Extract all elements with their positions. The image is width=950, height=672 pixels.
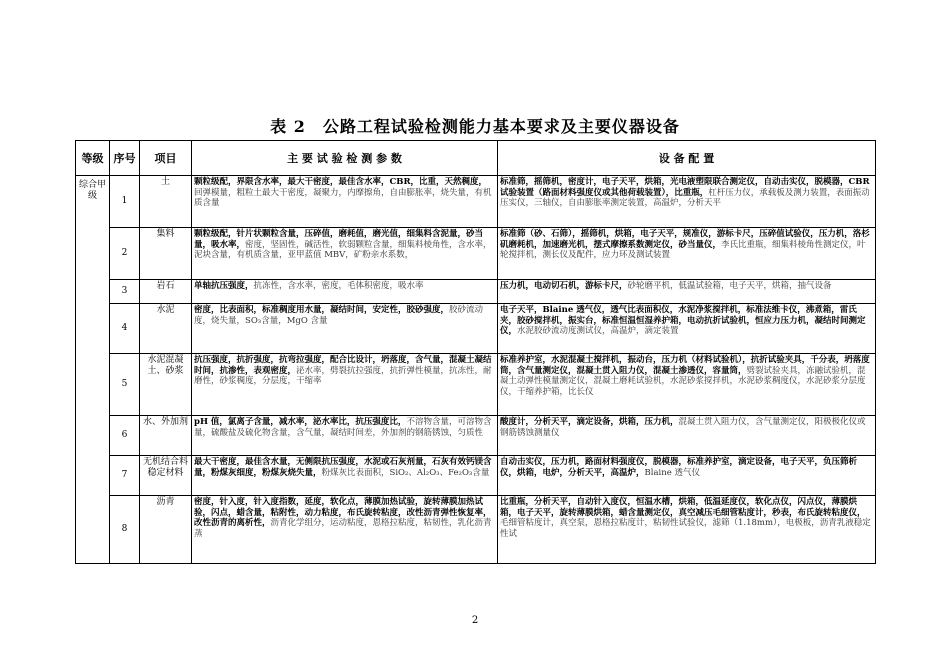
row-equip: 标准筛（砂、石筛），摇筛机，烘箱，电子天平，规准仪，游标卡尺，压碎值试验仪，压力机，洛杉矶磨耗机，加速磨光机，摆式摩擦系数测定仪，砂当量仪，李氏比重瓶，细集料棱角性测定仪，叶轮搅拌机，测长仪及配件，应力环及测试装置 bbox=[498, 228, 876, 280]
table-row bbox=[76, 176, 876, 228]
table-row bbox=[76, 304, 876, 354]
table-row bbox=[76, 280, 876, 304]
row-item: 集料 bbox=[140, 228, 192, 280]
row-no: 1 bbox=[110, 176, 140, 228]
table-row bbox=[76, 416, 876, 456]
row-equip: 自动击实仪，压力机，路面材料强度仪，脱模器，标准养护室，滴定设备，电子天平，负压筛析仪，烘箱，电炉，分析天平，高温炉，Blaine 透气仪 bbox=[498, 456, 876, 496]
table-row bbox=[76, 354, 876, 416]
page-number: 2 bbox=[471, 615, 479, 626]
row-params: 颗粒级配，界限含水率，最大干密度，最佳含水率，CBR，比重，天然稠度，回弹模量，粗粒土最大干密度，凝聚力，内摩擦角，自由膨胀率，烧失量，有机质含量 bbox=[192, 176, 498, 228]
row-no: 7 bbox=[110, 456, 140, 496]
row-no: 8 bbox=[110, 496, 140, 564]
row-equip: 电子天平，Blaine 透气仪，透气比表面积仪，水泥净浆搅拌机，标准法维卡仪，沸煮箱，雷氏夹，胶砂搅拌机，振实台，标准恒温恒湿养护箱，电动抗折试验机，恒应力压力机，凝结时间测定仪，水泥胶砂流动度测试仪，高温炉，滴定装置 bbox=[498, 304, 876, 354]
row-no: 2 bbox=[110, 228, 140, 280]
row-equip: 压力机，电动切石机，游标卡尺，砂轮磨平机，低温试验箱，电子天平，烘箱，抽气设备 bbox=[498, 280, 876, 304]
level-cell: 综合甲级 bbox=[76, 176, 110, 564]
row-params: 密度，比表面积，标准稠度用水量，凝结时间，安定性，胶砂强度，胶砂流动度，烧失量，SO₃含量，MgO 含量 bbox=[192, 304, 498, 354]
header-item: 项目 bbox=[140, 141, 192, 176]
row-params: 最大干密度，最佳含水量，无侧限抗压强度，水泥或石灰剂量，石灰有效钙镁含量，粉煤灰细度，粉煤灰烧失量，粉煤灰比表面积，SiO₂、Al₂O₃、Fe₂O₃含量 bbox=[192, 456, 498, 496]
requirements-table bbox=[75, 140, 876, 564]
row-params: 密度，针入度，针入度指数，延度，软化点，薄膜加热试验，旋转薄膜加热试验，闪点，蜡含量，粘附性，动力粘度，布氏旋转粘度，改性沥青弹性恢复率，改性沥青的离析性，沥青化学组分，运动粘度，恩格拉粘度，粘韧性，乳化沥青蒸 bbox=[192, 496, 498, 564]
row-no: 4 bbox=[110, 304, 140, 354]
row-equip: 标准筛，摇筛机，密度计，电子天平，烘箱，光电液塑限联合测定仪，自动击实仪，脱模器，CBR 试验装置（路面材料强度仪或其他荷载装置），比重瓶，杠杆压力仪，承载板及测力装置，表面振动压实仪，三轴仪，自由膨胀率测定装置，高温炉，分析天平 bbox=[498, 176, 876, 228]
table-row bbox=[76, 228, 876, 280]
row-equip: 酸度计，分析天平，滴定设备，烘箱，压力机，混凝土贯入阻力仪，含气量测定仪，阳极极化仪或钢筋锈蚀测量仪 bbox=[498, 416, 876, 456]
row-item: 土 bbox=[140, 176, 192, 228]
table-row bbox=[76, 496, 876, 564]
header-row bbox=[76, 141, 876, 176]
row-item: 水泥混凝土、砂浆 bbox=[140, 354, 192, 416]
table-title: 表 2 公路工程试验检测能力基本要求及主要仪器设备 bbox=[270, 117, 680, 136]
row-item: 岩石 bbox=[140, 280, 192, 304]
row-item: 水泥 bbox=[140, 304, 192, 354]
row-equip: 标准养护室，水泥混凝土搅拌机，振动台，压力机（材料试验机），抗折试验夹具，千分表，坍落度筒，含气量测定仪，混凝土贯入阻力仪，混凝土渗透仪，容量筒，劈裂试验夹具，冻融试验机，混凝土动弹性模量测定仪，混凝土磨耗试验机，水泥砂浆搅拌机，水泥砂浆稠度仪，水泥砂浆分层度仪，干缩养护箱，比长仪 bbox=[498, 354, 876, 416]
table-row bbox=[76, 456, 876, 496]
row-no: 3 bbox=[110, 280, 140, 304]
row-equip: 比重瓶，分析天平，自动针入度仪，恒温水槽，烘箱，低温延度仪，软化点仪，闪点仪，薄膜烘箱，电子天平，旋转薄膜烘箱，蜡含量测定仪，真空减压毛细管粘度计，秒表，布氏旋转粘度仪，毛细管粘度计，真空泵，恩格拉粘度计，粘韧性试验仪，滤筛（1.18mm），电极板，沥青乳液稳定性试 bbox=[498, 496, 876, 564]
row-params: 抗压强度，抗折强度，抗弯拉强度，配合比设计，坍落度，含气量，混凝土凝结时间，抗渗性，表观密度，泌水率，劈裂抗拉强度，抗折弹性模量，抗冻性，耐磨性，砂浆稠度，分层度，干缩率 bbox=[192, 354, 498, 416]
row-params: pH 值，氯离子含量，减水率，泌水率比，抗压强度比，不溶物含量，可溶物含量，硫酸盐及硫化物含量，含气量，凝结时间差，外加剂的钢筋锈蚀，匀质性 bbox=[192, 416, 498, 456]
row-item: 水、外加剂 bbox=[140, 416, 192, 456]
row-no: 5 bbox=[110, 354, 140, 416]
header-equip: 设 备 配 置 bbox=[498, 141, 876, 176]
row-item: 沥青 bbox=[140, 496, 192, 564]
row-item: 无机结合料稳定材料 bbox=[140, 456, 192, 496]
header-params: 主 要 试 验 检 测 参 数 bbox=[192, 141, 498, 176]
header-no: 序号 bbox=[110, 141, 140, 176]
row-params: 颗粒级配，针片状颗粒含量，压碎值，磨耗值，磨光值，细集料含泥量，砂当量，吸水率，密度，坚固性，碱活性，软弱颗粒含量，细集料棱角性，含水率，泥块含量，有机质含量，亚甲蓝值 MBV，矿粉亲水系数， bbox=[192, 228, 498, 280]
row-no: 6 bbox=[110, 416, 140, 456]
header-level: 等级 bbox=[76, 141, 110, 176]
row-params: 单轴抗压强度，抗冻性，含水率，密度，毛体积密度，吸水率 bbox=[192, 280, 498, 304]
